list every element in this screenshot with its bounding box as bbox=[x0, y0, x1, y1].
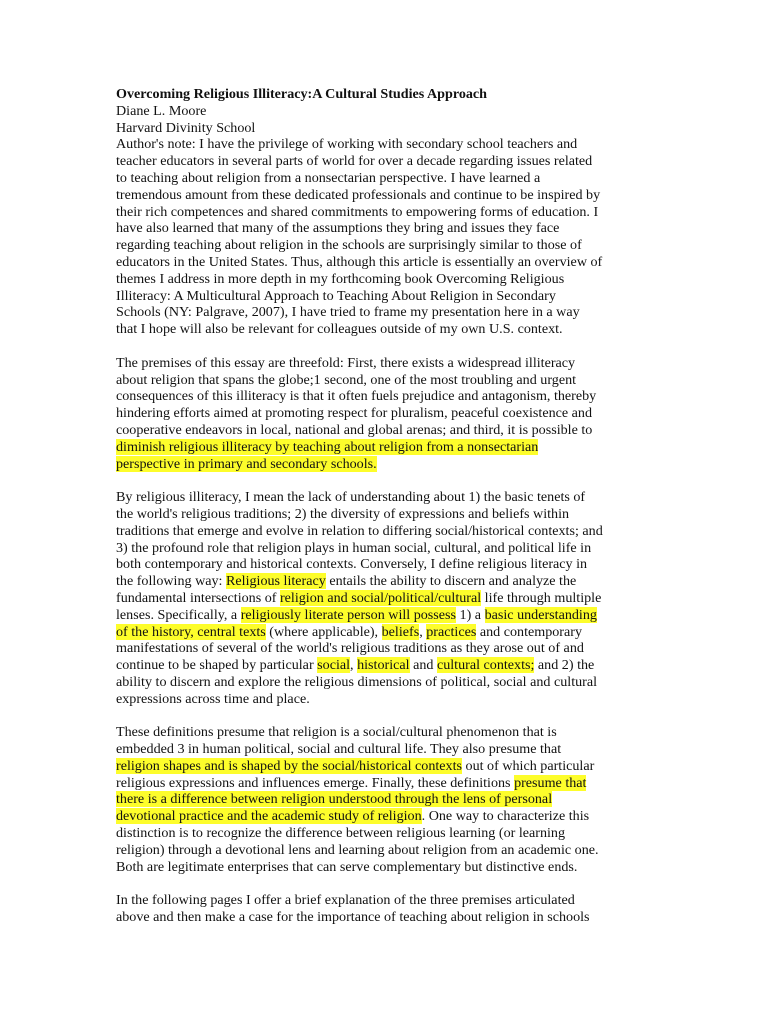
text-segment: lenses. Specifically, a bbox=[116, 606, 241, 623]
text-segment: entails the ability to discern and analyze the bbox=[325, 573, 577, 590]
text-segment: ability to discern and explore the religious dimensions of political, social and cultural bbox=[116, 673, 598, 690]
text-segment: expressions across time and place. bbox=[116, 690, 310, 707]
highlighted-text: diminish religious illiteracy by teaching about religion from a nonsectarian bbox=[116, 438, 539, 455]
text-segment: . One way to characterize this bbox=[421, 808, 590, 825]
text-line bbox=[116, 674, 656, 691]
text-segment: above and then make a case for the importance of teaching about religion in schools bbox=[116, 909, 590, 926]
text-line bbox=[116, 657, 656, 674]
highlighted-text: historical bbox=[357, 657, 410, 674]
text-line bbox=[116, 439, 656, 456]
text-line bbox=[116, 254, 656, 271]
author-name: Diane L. Moore bbox=[116, 102, 207, 119]
text-segment: teacher educators in several parts of world for over a decade regarding issues related bbox=[116, 153, 593, 170]
highlighted-text: perspective in primary and secondary schools. bbox=[116, 455, 377, 472]
text-segment: both contemporary and historical contexts. Conversely, I define religious literacy in bbox=[116, 556, 588, 573]
author-affiliation: Harvard Divinity School bbox=[116, 119, 256, 136]
text-line bbox=[116, 640, 656, 657]
text-line bbox=[116, 724, 656, 741]
highlighted-text: Religious literacy bbox=[226, 573, 326, 590]
text-line bbox=[116, 422, 656, 439]
highlighted-text: social bbox=[317, 657, 351, 674]
text-line bbox=[116, 355, 656, 372]
paragraph bbox=[116, 724, 656, 875]
text-segment: educators in the United States. Thus, although this article is essentially an overview of bbox=[116, 253, 603, 270]
text-line bbox=[116, 825, 656, 842]
text-segment: These definitions presume that religion is a social/cultural phenomenon that is bbox=[116, 724, 557, 741]
paragraph bbox=[116, 892, 656, 926]
text-segment: and 2) the bbox=[534, 657, 595, 674]
text-segment: the world's religious traditions; 2) the diversity of expressions and beliefs within bbox=[116, 505, 570, 522]
text-segment: traditions that emerge and evolve in relation to differing social/historical contexts; and bbox=[116, 522, 603, 539]
highlighted-text: religion and social/political/cultural bbox=[279, 589, 482, 606]
text-line bbox=[116, 304, 656, 321]
text-line bbox=[116, 456, 656, 473]
paragraph-gap bbox=[116, 707, 656, 724]
text-segment: continue to be shaped by particular bbox=[116, 657, 318, 674]
highlighted-text: presume that bbox=[514, 774, 587, 791]
text-segment: life through multiple bbox=[481, 589, 602, 606]
text-line bbox=[116, 271, 656, 288]
paragraph-gap bbox=[116, 472, 656, 489]
text-segment: regarding teaching about religion in the schools are surprisingly similar to those of bbox=[116, 237, 582, 254]
paragraph bbox=[116, 489, 656, 707]
text-segment: to teaching about religion from a nonsectarian perspective. I have learned a bbox=[116, 169, 541, 186]
highlighted-text: of the history, central texts bbox=[116, 623, 266, 640]
text-line bbox=[116, 288, 656, 305]
paragraph bbox=[116, 136, 656, 338]
text-line bbox=[116, 556, 656, 573]
text-line bbox=[116, 136, 656, 153]
text-line bbox=[116, 791, 656, 808]
text-line bbox=[116, 321, 656, 338]
text-segment: have also learned that many of the assumptions they bring and issues they face bbox=[116, 220, 560, 237]
text-segment: religious expressions and influences emerge. Finally, these definitions bbox=[116, 774, 515, 791]
text-segment: consequences of this illiteracy is that it often fuels prejudice and antagonism, thereby bbox=[116, 388, 597, 405]
text-line bbox=[116, 237, 656, 254]
text-line bbox=[116, 506, 656, 523]
text-segment: about religion that spans the globe;1 second, one of the most troubling and urgent bbox=[116, 371, 577, 388]
highlighted-text: religiously literate person will possess bbox=[240, 606, 457, 623]
text-segment: The premises of this essay are threefold: First, there exists a widespread illiteracy bbox=[116, 354, 576, 371]
text-segment: By religious illiteracy, I mean the lack of understanding about 1) the basic tenets of bbox=[116, 489, 586, 506]
highlighted-text: practices bbox=[426, 623, 477, 640]
paragraph bbox=[116, 355, 656, 473]
text-segment: In the following pages I offer a brief explanation of the three premises articulated bbox=[116, 892, 575, 909]
document-body bbox=[116, 136, 656, 925]
text-line bbox=[116, 590, 656, 607]
text-segment: religion) through a devotional lens and learning about religion from an academic one. bbox=[116, 841, 599, 858]
text-segment: embedded 3 in human political, social and cultural life. They also presume that bbox=[116, 741, 562, 758]
text-segment: 1) a bbox=[456, 606, 485, 623]
text-segment: and bbox=[409, 657, 437, 674]
document-page bbox=[116, 86, 656, 926]
text-segment: (where applicable), bbox=[265, 623, 382, 640]
paragraph-gap bbox=[116, 875, 656, 892]
text-line bbox=[116, 909, 656, 926]
text-segment: Illiteracy: A Multicultural Approach to Teaching About Religion in Secondary bbox=[116, 287, 556, 304]
text-segment: Both are legitimate enterprises that can serve complementary but distinctive ends. bbox=[116, 858, 578, 875]
text-line bbox=[116, 624, 656, 641]
highlighted-text: religion shapes and is shaped by the social/historical contexts bbox=[116, 757, 462, 774]
text-line bbox=[116, 842, 656, 859]
text-line bbox=[116, 170, 656, 187]
text-line bbox=[116, 691, 656, 708]
text-segment: tremendous amount from these dedicated professionals and continue to be inspired by bbox=[116, 186, 601, 203]
text-segment: fundamental intersections of bbox=[116, 589, 280, 606]
text-segment: hindering efforts aimed at promoting respect for pluralism, peaceful coexistence and bbox=[116, 405, 593, 422]
text-line bbox=[116, 405, 656, 422]
text-segment: Author's note: I have the privilege of working with secondary school teachers and bbox=[116, 136, 578, 153]
text-line bbox=[116, 187, 656, 204]
text-line bbox=[116, 153, 656, 170]
text-line bbox=[116, 388, 656, 405]
highlighted-text: basic understanding bbox=[484, 606, 597, 623]
text-line bbox=[116, 892, 656, 909]
text-line bbox=[116, 220, 656, 237]
text-segment: distinction is to recognize the difference between religious learning (or learning bbox=[116, 825, 566, 842]
text-segment: the following way: bbox=[116, 573, 226, 590]
text-segment: Schools (NY: Palgrave, 2007), I have tried to frame my presentation here in a way bbox=[116, 304, 580, 321]
text-segment: , bbox=[350, 657, 358, 674]
text-line bbox=[116, 489, 656, 506]
text-segment: themes I address in more depth in my forthcoming book Overcoming Religious bbox=[116, 270, 565, 287]
text-segment: cooperative endeavors in local, national and global arenas; and third, it is possible to bbox=[116, 421, 593, 438]
paragraph-gap bbox=[116, 338, 656, 355]
text-segment: and contemporary bbox=[476, 623, 582, 640]
document-title: Overcoming Religious Illiteracy:A Cultural Studies Approach bbox=[116, 86, 488, 102]
text-line bbox=[116, 775, 656, 792]
text-line bbox=[116, 523, 656, 540]
text-line bbox=[116, 859, 656, 876]
text-line bbox=[116, 741, 656, 758]
highlighted-text: beliefs bbox=[381, 623, 420, 640]
text-line bbox=[116, 607, 656, 624]
text-line bbox=[116, 573, 656, 590]
highlighted-text: cultural contexts; bbox=[436, 657, 535, 674]
text-segment: that I hope will also be relevant for colleagues outside of my own U.S. context. bbox=[116, 321, 563, 338]
text-line bbox=[116, 204, 656, 221]
text-segment: , bbox=[419, 623, 427, 640]
text-line bbox=[116, 758, 656, 775]
text-segment: their rich competences and shared commitments to empowering forms of education. I bbox=[116, 203, 599, 220]
text-line bbox=[116, 372, 656, 389]
text-segment: manifestations of several of the world's religious traditions as they arose out of and bbox=[116, 640, 584, 657]
highlighted-text: devotional practice and the academic study of religion bbox=[116, 808, 422, 825]
text-line bbox=[116, 808, 656, 825]
highlighted-text: there is a difference between religion understood through the lens of personal bbox=[116, 791, 553, 808]
text-segment: out of which particular bbox=[462, 757, 595, 774]
text-line bbox=[116, 540, 656, 557]
text-segment: 3) the profound role that religion plays in human social, cultural, and political life in bbox=[116, 539, 592, 556]
